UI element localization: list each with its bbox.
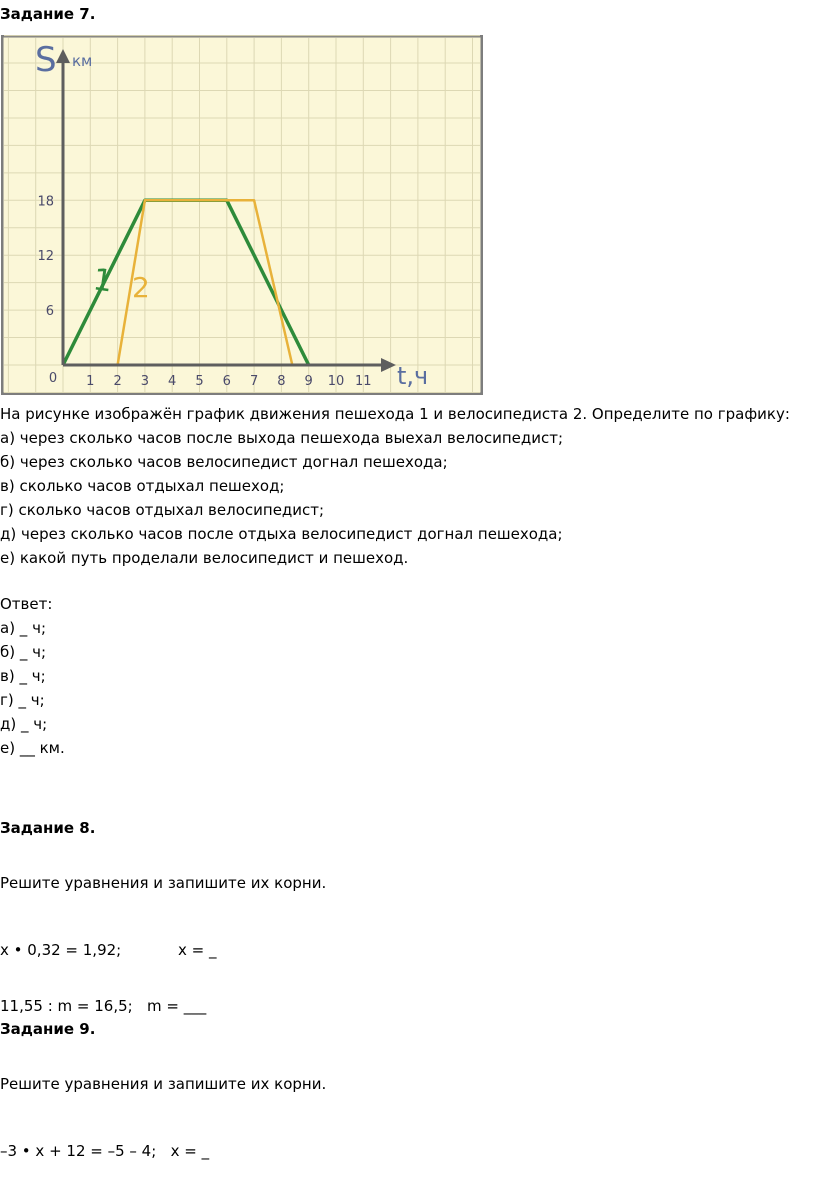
question-g: г) сколько часов отдыхал велосипедист; [0,501,325,519]
task9-heading: Задание 9. [0,1020,96,1038]
x-tick-label: 3 [140,374,150,389]
x-tick-label: 7 [249,374,259,389]
x-tick-label: 2 [113,374,122,389]
series-label-2: 2 [132,271,150,304]
task9-equation-1: –3 • x + 12 = –5 – 4; x = _ [0,1142,210,1160]
y-tick-label: 18 [37,194,54,210]
answer-e: е) __ км. [0,739,65,757]
question-d: д) через сколько часов после отдыха велосипедист догнал пешехода; [0,525,563,543]
answer-a: а) _ ч; [0,619,46,637]
distance-time-chart [1,35,483,395]
x-axis-title: t,ч [397,362,429,390]
x-tick-label: 1 [86,374,95,389]
task8-answer-1: x = _ [178,941,217,959]
task8-equation-1: x • 0,32 = 1,92; [0,941,122,959]
series-label-1: 1 [90,262,115,300]
x-tick-label: 10 [327,374,345,389]
y-tick-label: 6 [45,304,54,320]
x-tick-label: 0 [48,371,58,386]
answer-g: г) _ ч; [0,691,45,709]
x-tick-label: 6 [222,374,231,389]
question-b: б) через сколько часов велосипедист догнал пешехода; [0,453,448,471]
question-a: а) через сколько часов после выхода пешехода выехал велосипедист; [0,429,564,447]
answer-label: Ответ: [0,595,53,613]
y-tick-label: 12 [37,249,54,265]
x-tick-label: 11 [355,374,372,389]
question-e: е) какой путь проделали велосипедист и пешеход. [0,549,409,567]
answer-d: д) _ ч; [0,715,48,733]
answer-v: в) _ ч; [0,667,46,685]
answer-b: б) _ ч; [0,643,47,661]
x-tick-label: 5 [195,374,204,389]
task7-heading: Задание 7. [0,5,96,23]
task7-intro: На рисунке изображён график движения пешехода 1 и велосипедиста 2. Определите по графику: [0,405,790,423]
task9-instruction: Решите уравнения и запишите их корни. [0,1075,327,1093]
y-axis-symbol: S [35,40,57,80]
x-tick-label: 4 [168,374,177,389]
task8-instruction: Решите уравнения и запишите их корни. [0,874,327,892]
task8-equation-2: 11,55 : m = 16,5; m = ___ [0,997,207,1015]
task8-heading: Задание 8. [0,819,96,837]
x-tick-label: 8 [277,374,286,389]
question-v: в) сколько часов отдыхал пешеход; [0,477,285,495]
x-tick-label: 9 [304,374,313,389]
y-axis-unit: км [72,52,93,70]
